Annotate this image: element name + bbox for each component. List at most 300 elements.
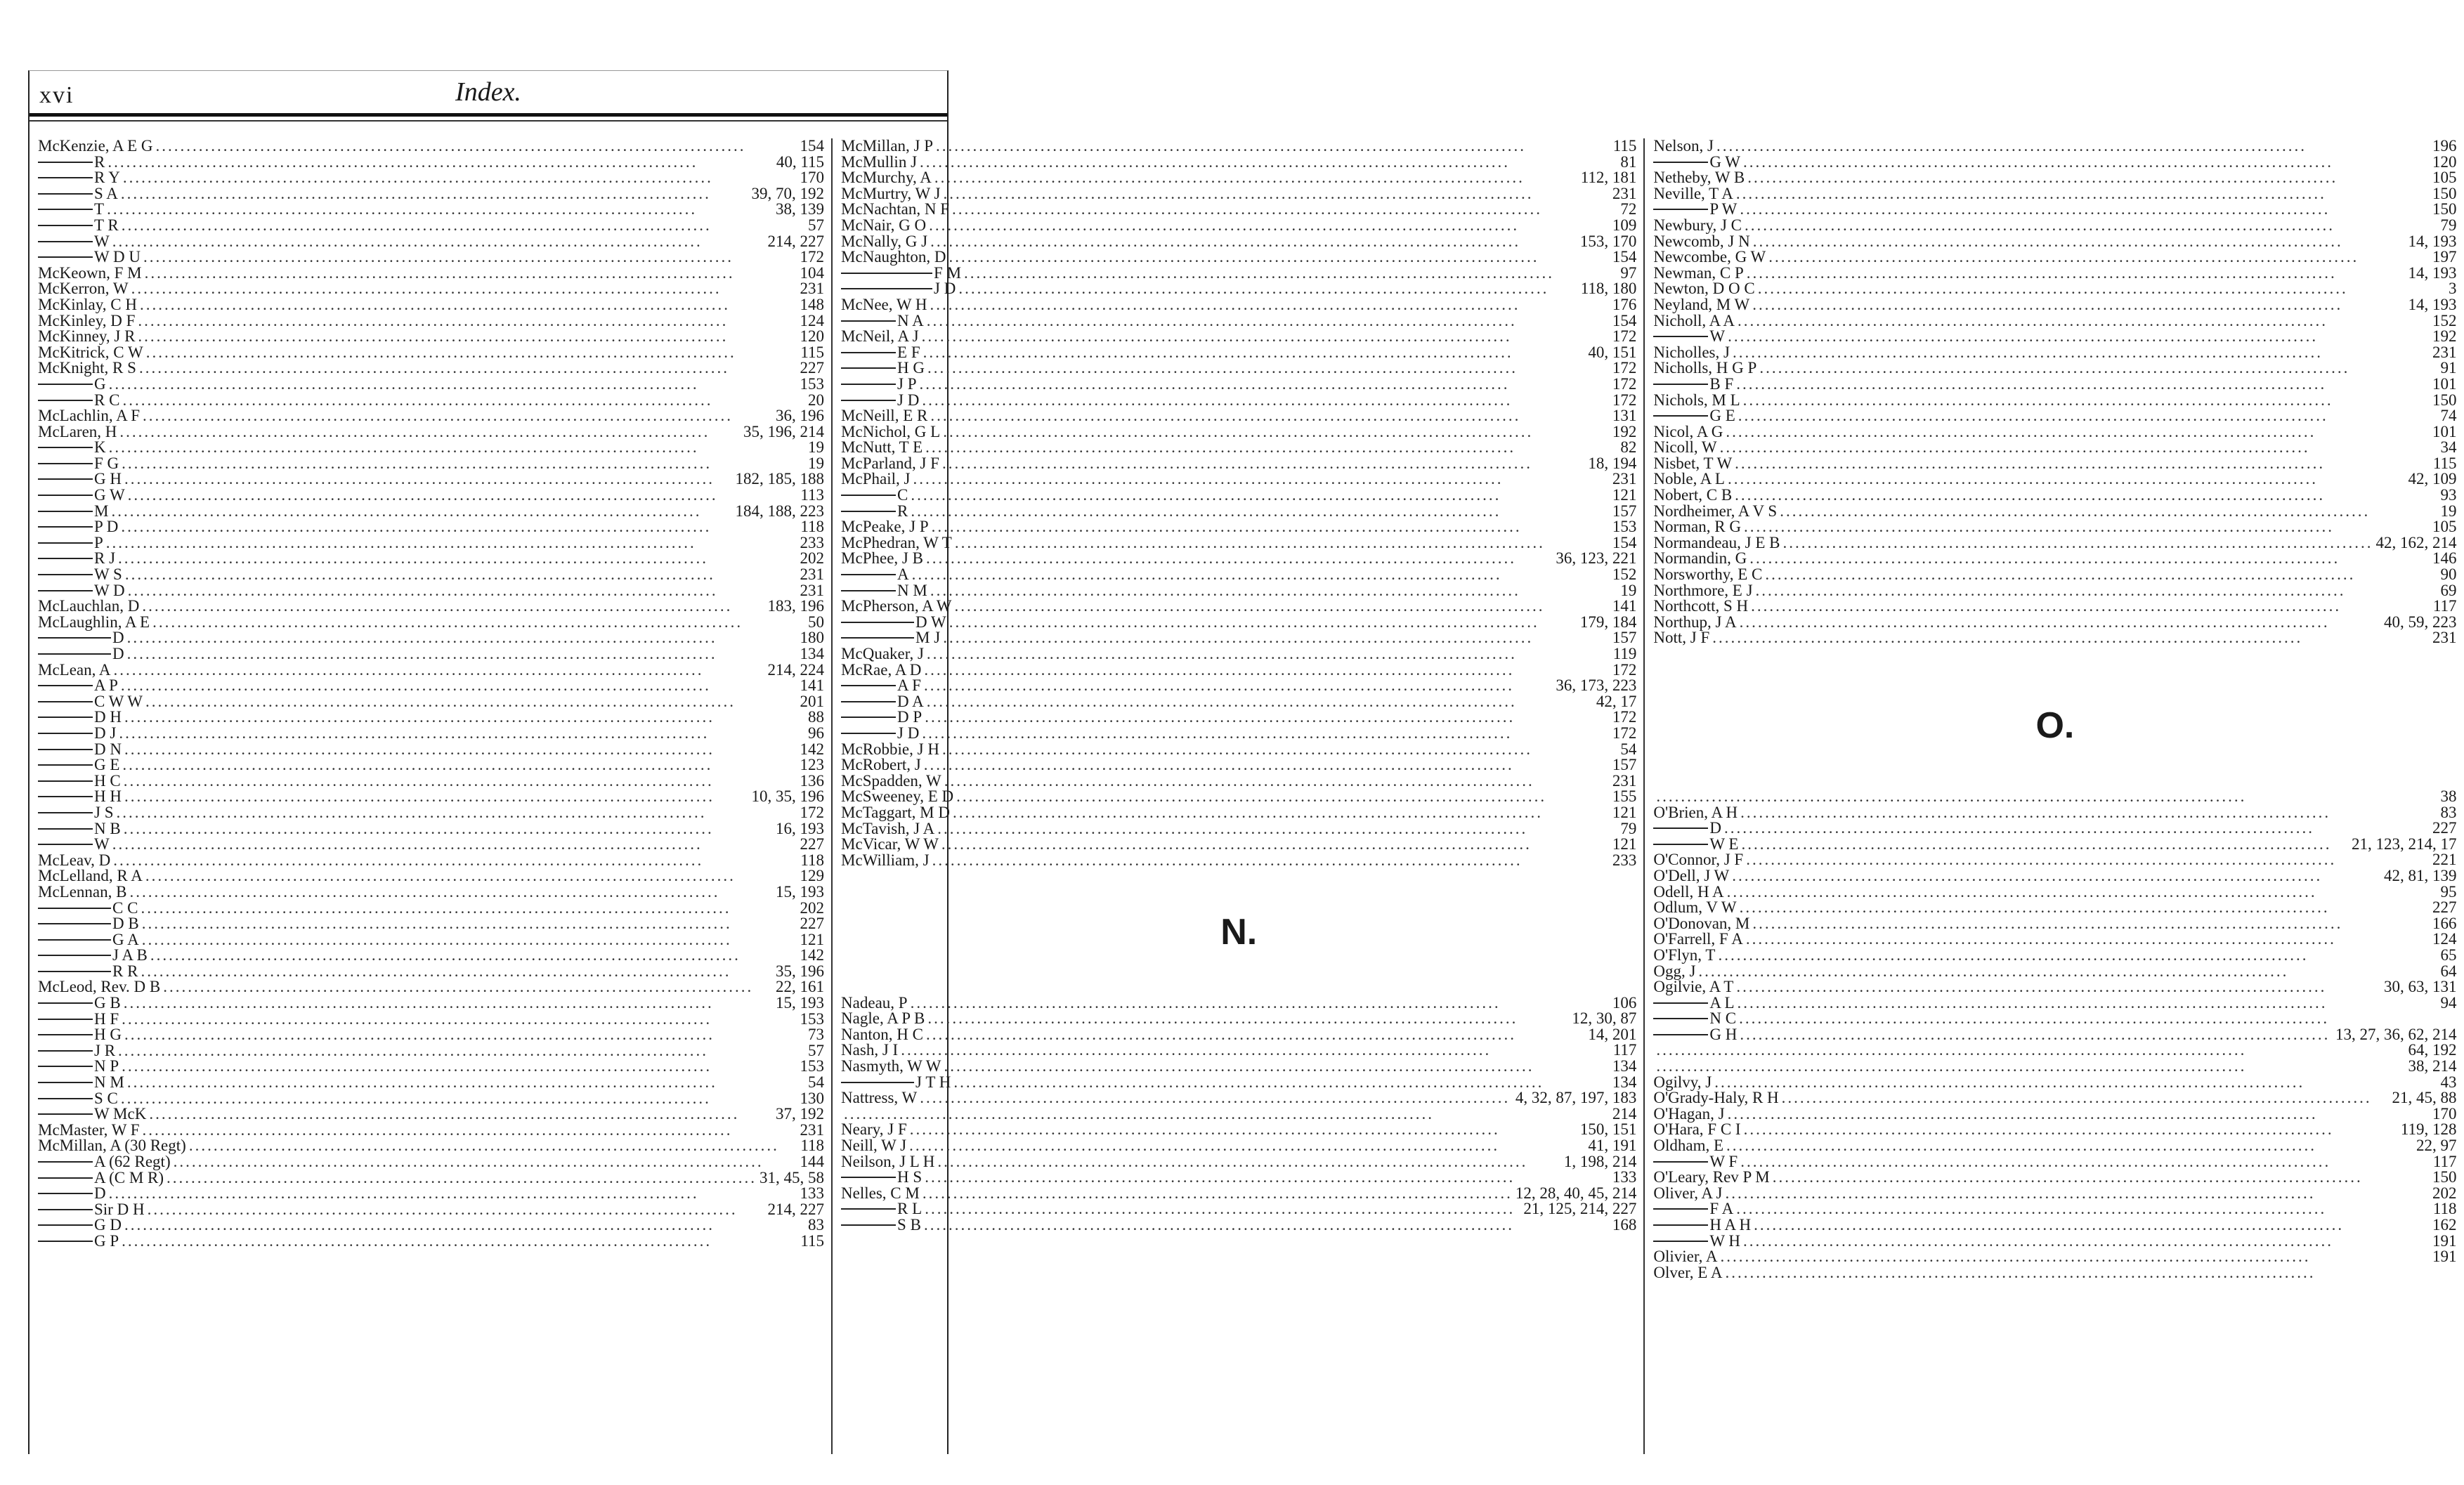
leader-dots: [1739, 1011, 2453, 1027]
entry-pages: 130: [800, 1089, 825, 1107]
index-entry: [1653, 234, 2456, 250]
index-entry: [38, 202, 824, 218]
entry-name: Northup, J A: [1653, 613, 1737, 631]
entry-pages: 118: [800, 851, 825, 869]
index-entry: [38, 773, 824, 790]
index-entry: [38, 789, 824, 805]
entry-pages: 202: [800, 898, 825, 917]
index-entry: [38, 837, 824, 853]
entry-pages: 4, 32, 87, 197, 183: [1515, 1089, 1637, 1107]
entry-name: G E: [1709, 407, 1735, 425]
entry-name: Nelson, J: [1653, 137, 1714, 155]
entry-pages: 133: [1612, 1168, 1637, 1186]
entry-pages: 172: [1612, 327, 1637, 346]
leader-dots: [124, 821, 773, 837]
leader-dots: [124, 1217, 805, 1234]
entry-name: N M: [897, 581, 927, 599]
leader-dots: [121, 1091, 797, 1107]
index-entry: [841, 1059, 1636, 1075]
index-entry: [38, 1043, 824, 1059]
index-entry: [1653, 1154, 2456, 1170]
leader-dots: [124, 471, 733, 488]
index-entry: [841, 1122, 1636, 1138]
leader-dots: [141, 964, 773, 980]
entry-pages: 118: [800, 1137, 825, 1155]
index-entry: [1653, 1011, 2456, 1027]
index-entry: [38, 1027, 824, 1043]
leader-dots: [901, 1042, 1610, 1059]
entry-pages: 104: [800, 263, 825, 282]
entry-pages: 42, 162, 214: [2375, 533, 2457, 551]
entry-pages: 157: [1612, 502, 1637, 520]
entry-pages: 172: [1612, 359, 1637, 377]
entry-pages: 54: [1620, 740, 1637, 758]
entry-pages: 16, 193: [776, 819, 825, 837]
ditto-dash: [38, 384, 93, 385]
entry-name: A P: [94, 676, 118, 695]
entry-pages: 109: [1612, 216, 1637, 234]
entry-name: McMillan, J P: [841, 137, 934, 155]
leader-dots: [942, 742, 1617, 758]
ditto-dash: [38, 749, 93, 750]
entry-pages: 154: [1612, 311, 1637, 329]
index-entry: [1653, 329, 2456, 345]
leader-dots: [1749, 551, 2430, 567]
entry-name: H S: [897, 1168, 923, 1186]
entry-pages: 150: [2432, 391, 2457, 409]
leader-dots: [129, 884, 773, 901]
entry-pages: 154: [1612, 533, 1637, 551]
entry-pages: 170: [2432, 1104, 2457, 1123]
leader-dots: [1740, 615, 2381, 631]
entry-name: O'Grady-Haly, R H: [1653, 1089, 1779, 1107]
entry-pages: 15, 193: [776, 994, 825, 1012]
entry-pages: 121: [800, 930, 825, 948]
index-entry: [841, 646, 1636, 662]
entry-pages: 40, 115: [776, 152, 825, 171]
entry-pages: 197: [2432, 248, 2457, 266]
leader-dots: [930, 234, 1577, 250]
index-entry: [1653, 1138, 2456, 1154]
entry-pages: 112, 181: [1580, 169, 1637, 187]
entry-name: Nelles, C M: [841, 1184, 920, 1202]
index-entry: [38, 757, 824, 773]
index-column-1: [30, 138, 833, 1454]
leader-dots: [927, 646, 1610, 662]
index-entry: [1653, 1075, 2456, 1091]
entry-name: Ogg, J: [1653, 962, 1696, 980]
ditto-dash: [841, 637, 914, 639]
entry-pages: 141: [800, 676, 825, 695]
leader-dots: [1735, 456, 2430, 472]
leader-dots: [124, 742, 797, 758]
index-entry: [841, 138, 1636, 155]
leader-dots: [911, 488, 1609, 504]
ditto-dash: [1653, 336, 1708, 337]
entry-pages: 221: [2432, 851, 2457, 869]
index-entry: [841, 535, 1636, 551]
leader-dots: [142, 916, 797, 932]
leader-dots: [1712, 630, 2430, 646]
leader-dots: [145, 266, 797, 282]
leader-dots: [924, 678, 1553, 694]
leader-dots: [1780, 504, 2437, 520]
leader-dots: [1725, 1265, 2453, 1281]
index-entry: [1653, 931, 2456, 948]
entry-name: W: [94, 835, 110, 853]
leader-dots: [140, 297, 797, 313]
entry-pages: 54: [808, 1073, 825, 1092]
entry-name: W H: [1709, 1231, 1741, 1250]
entry-name: McMaster, W F: [38, 1120, 140, 1139]
index-entry: [841, 234, 1636, 250]
leader-dots: [949, 249, 1610, 266]
index-entry: [841, 297, 1636, 313]
leader-dots: [163, 979, 773, 995]
entry-pages: 101: [2432, 374, 2457, 393]
index-entry: [38, 456, 824, 472]
index-entry: [38, 1059, 824, 1075]
leader-dots: [1728, 471, 2406, 488]
index-entry: [1653, 186, 2456, 202]
entry-pages: 36, 123, 221: [1556, 549, 1637, 568]
entry-name: A (C M R): [94, 1168, 164, 1186]
entry-pages: 150: [2432, 200, 2457, 218]
ditto-dash: [38, 1209, 93, 1210]
ditto-dash: [38, 939, 111, 941]
entry-pages: 39, 70, 192: [751, 184, 825, 202]
leader-dots: [1714, 1075, 2437, 1091]
index-entry: [38, 249, 824, 266]
entry-name: A: [897, 565, 909, 584]
entry-pages: 10, 35, 196: [751, 787, 825, 806]
entry-name: Olver, E A: [1653, 1263, 1723, 1281]
ditto-dash: [38, 574, 93, 575]
entry-name: D P: [897, 708, 923, 726]
index-entry: [1653, 615, 2456, 631]
index-entry: [38, 551, 824, 567]
index-entry: [1653, 789, 2456, 805]
leader-dots: [1746, 852, 2430, 868]
index-entry: [38, 329, 824, 345]
leader-dots: [941, 837, 1610, 853]
entry-name: A (62 Regt): [94, 1153, 171, 1170]
entry-pages: 35, 196, 214: [743, 422, 825, 440]
index-entry: [38, 535, 824, 551]
entry-name: Nobert, C B: [1653, 486, 1733, 504]
index-entry: [1653, 249, 2456, 266]
entry-pages: 150, 151: [1579, 1120, 1637, 1139]
entry-pages: 129: [800, 867, 825, 885]
entry-pages: 124: [2432, 930, 2457, 948]
leader-dots: [1744, 1122, 2398, 1138]
entry-pages: 14, 193: [2408, 295, 2457, 313]
entry-name: N C: [1709, 1009, 1737, 1028]
entry-pages: 227: [2432, 898, 2457, 917]
index-entry: [1653, 979, 2456, 995]
index-entry: [38, 488, 824, 504]
ditto-dash: [38, 908, 111, 909]
leader-dots: [1747, 170, 2430, 186]
index-entry: [38, 374, 825, 393]
leader-dots: [1740, 805, 2437, 821]
entry-pages: 41, 191: [1588, 1137, 1637, 1155]
index-entry: [841, 821, 1636, 837]
entry-name: W: [94, 232, 110, 250]
entry-name: Neville, T A: [1653, 184, 1733, 202]
index-entry: [1653, 202, 2456, 218]
entry-name: W S: [94, 565, 122, 584]
leader-dots: [944, 773, 1610, 790]
entry-pages: 65: [2440, 946, 2457, 964]
entry-pages: 124: [800, 311, 825, 329]
ditto-dash: [841, 701, 896, 702]
ditto-dash: [38, 162, 93, 163]
index-entry: [38, 964, 824, 980]
entry-name: F G: [94, 454, 119, 472]
leader-dots: [943, 424, 1610, 440]
entry-name: McSweeney, E D: [841, 787, 954, 806]
leader-dots: [122, 1234, 797, 1250]
leader-dots: [1716, 138, 2430, 155]
index-entry: [841, 1201, 1636, 1217]
ditto-dash: [38, 558, 93, 559]
leader-dots: [1743, 1234, 2430, 1250]
index-entry: [841, 1170, 1636, 1186]
entry-name: C W W: [94, 692, 143, 710]
leader-dots: [955, 535, 1610, 551]
leader-dots: [143, 249, 797, 266]
entry-pages: 152: [2432, 311, 2457, 329]
entry-name: McQuaker, J: [841, 645, 924, 662]
entry-name: Nicholls, H G P: [1653, 359, 1757, 377]
entry-name: McWilliam, J: [841, 851, 930, 869]
entry-name: Nott, J F: [1653, 629, 1710, 647]
ditto-dash: [38, 1019, 93, 1020]
ditto-dash: [38, 1034, 93, 1035]
index-entry: [841, 345, 1636, 361]
index-page: [28, 70, 2457, 1454]
entry-name: Neary, J F: [841, 1120, 907, 1139]
entry-pages: 120: [2432, 152, 2457, 171]
entry-pages: 69: [2440, 581, 2457, 599]
entry-name: McLeod, Rev. D B: [38, 978, 161, 996]
leader-dots: [122, 1059, 797, 1075]
leader-dots: [1718, 948, 2437, 964]
index-entry: [38, 979, 824, 995]
entry-name: McLauchlan, D: [38, 597, 140, 615]
index-entry: [38, 726, 824, 742]
leader-dots: [911, 504, 1609, 520]
ditto-dash: [38, 542, 93, 544]
ditto-dash: [38, 828, 93, 830]
index-entry: [1653, 995, 2456, 1012]
entry-pages: 172: [800, 803, 825, 821]
entry-pages: 146: [2432, 549, 2457, 568]
entry-pages: 231: [800, 581, 825, 599]
entry-pages: 154: [1612, 248, 1637, 266]
entry-name: J A B: [112, 946, 148, 964]
entry-name: McNally, G J: [841, 232, 928, 250]
leader-dots: [189, 1138, 798, 1154]
ditto-dash: [38, 637, 111, 639]
entry-pages: 115: [2432, 454, 2457, 472]
leader-dots: [127, 630, 797, 646]
leader-dots: [109, 1186, 797, 1202]
leader-dots: [925, 440, 1617, 456]
entry-pages: 121: [1612, 486, 1637, 504]
entry-pages: 38: [2440, 787, 2457, 805]
entry-pages: 166: [2432, 914, 2457, 932]
entry-name: McRobert, J: [841, 756, 921, 774]
entry-name: McLean, A: [38, 660, 111, 679]
leader-dots: [927, 360, 1610, 377]
index-entry: [38, 345, 824, 361]
leader-dots: [1720, 1249, 2430, 1265]
leader-dots: [956, 789, 1610, 805]
entry-pages: 157: [1612, 629, 1637, 647]
index-entry: [841, 1154, 1636, 1170]
entry-pages: 134: [1612, 1073, 1637, 1091]
entry-pages: 141: [1612, 597, 1637, 615]
index-entry: [1653, 263, 2457, 282]
index-entry: [1653, 535, 2456, 551]
leader-dots: [923, 345, 1586, 361]
entry-pages: 153: [1612, 518, 1637, 536]
leader-dots: [123, 170, 797, 186]
entry-pages: 148: [800, 295, 825, 313]
entry-pages: 134: [1612, 1057, 1637, 1075]
ditto-dash: [38, 764, 93, 766]
index-columns: [30, 137, 2457, 1454]
entry-name: G B: [94, 994, 121, 1012]
leader-dots: [117, 805, 797, 821]
entry-name: C: [897, 486, 908, 504]
ditto-dash: [841, 685, 896, 686]
entry-pages: 73: [808, 1026, 825, 1044]
ditto-dash: [38, 463, 93, 464]
entry-pages: 153: [800, 1009, 825, 1028]
index-entry: [38, 598, 824, 615]
spacer: [841, 964, 1636, 995]
index-entry: [841, 504, 1636, 520]
entry-name: Ogilvie, A T: [1653, 978, 1734, 996]
leader-dots: [922, 393, 1610, 409]
entry-name: J D: [897, 391, 920, 409]
entry-name: D: [112, 645, 124, 662]
leader-dots: [1726, 424, 2430, 440]
leader-dots: [106, 535, 797, 551]
entry-pages: 82: [1620, 438, 1637, 457]
leader-dots: [1736, 377, 2430, 393]
index-entry: [38, 281, 824, 297]
leader-dots: [1740, 900, 2430, 916]
leader-dots: [1752, 916, 2430, 932]
leader-dots: [1740, 1027, 2333, 1043]
leader-dots: [1656, 1042, 2405, 1059]
entry-pages: 12, 30, 87: [1572, 1009, 1637, 1028]
entry-pages: 91: [2440, 359, 2457, 377]
leader-dots: [1758, 281, 2446, 297]
entry-name: Nanton, H C: [841, 1025, 923, 1043]
entry-name: McKeown, F M: [38, 263, 142, 282]
ditto-dash: [841, 273, 932, 274]
entry-name: McNair, G O: [841, 216, 927, 234]
index-entry: [841, 615, 1636, 631]
leader-dots: [937, 1154, 1561, 1170]
entry-name: Nash, J I: [841, 1041, 899, 1059]
entry-name: N P: [94, 1057, 119, 1075]
entry-pages: 157: [1612, 756, 1637, 774]
entry-name: G H: [94, 470, 122, 488]
index-entry: [1653, 152, 2457, 171]
entry-pages: 30, 63, 131: [2384, 978, 2457, 996]
ditto-dash: [38, 1098, 93, 1099]
ditto-dash: [38, 193, 93, 195]
leader-dots: [1736, 186, 2430, 202]
ditto-dash: [38, 1177, 93, 1179]
entry-pages: 227: [800, 915, 825, 933]
entry-name: Neilson, J L H: [841, 1152, 935, 1170]
ditto-dash: [841, 400, 896, 401]
index-entry: [841, 1217, 1636, 1234]
entry-name: Nattress, W: [841, 1089, 918, 1107]
index-entry: [1653, 820, 2456, 837]
ditto-dash: [1653, 1224, 1708, 1226]
leader-dots: [122, 218, 805, 234]
entry-pages: 191: [2432, 1248, 2457, 1266]
entry-pages: 120: [800, 327, 825, 346]
leader-dots: [1725, 1186, 2430, 1202]
index-entry: [38, 1106, 824, 1123]
index-entry: [841, 519, 1636, 535]
entry-name: McPhedran, W T: [841, 533, 952, 551]
index-entry: [38, 630, 824, 646]
entry-name: R R: [112, 962, 138, 980]
leader-dots: [1738, 408, 2438, 424]
index-entry: [38, 440, 824, 456]
entry-pages: 12, 28, 40, 45, 214: [1515, 1184, 1637, 1202]
ditto-dash: [1653, 1002, 1708, 1004]
leader-dots: [952, 202, 1617, 218]
entry-pages: 43: [2440, 1073, 2457, 1091]
entry-name: McMullin J: [841, 152, 918, 171]
leader-dots: [927, 313, 1610, 329]
index-entry: [38, 313, 824, 329]
leader-dots: [922, 726, 1610, 742]
index-entry: [841, 440, 1636, 456]
index-entry: [1653, 1090, 2456, 1106]
leader-dots: [930, 583, 1618, 599]
index-entry: [1653, 583, 2456, 599]
ditto-dash: [38, 1066, 93, 1067]
entry-pages: 117: [1612, 1041, 1637, 1059]
leader-dots: [923, 1186, 1513, 1202]
leader-dots: [930, 408, 1610, 424]
ditto-dash: [1653, 162, 1708, 163]
entry-pages: 115: [800, 1231, 825, 1250]
entry-name: H F: [94, 1009, 119, 1028]
spacer: [1653, 757, 2456, 789]
entry-name: H H: [94, 787, 122, 806]
entry-pages: 90: [2440, 565, 2457, 584]
entry-pages: 231: [1612, 184, 1637, 202]
entry-name: D N: [94, 740, 122, 758]
entry-pages: 42, 81, 139: [2384, 866, 2457, 884]
index-entry: [1653, 884, 2456, 901]
leader-dots: [953, 805, 1610, 821]
entry-pages: 162: [2432, 1216, 2457, 1234]
